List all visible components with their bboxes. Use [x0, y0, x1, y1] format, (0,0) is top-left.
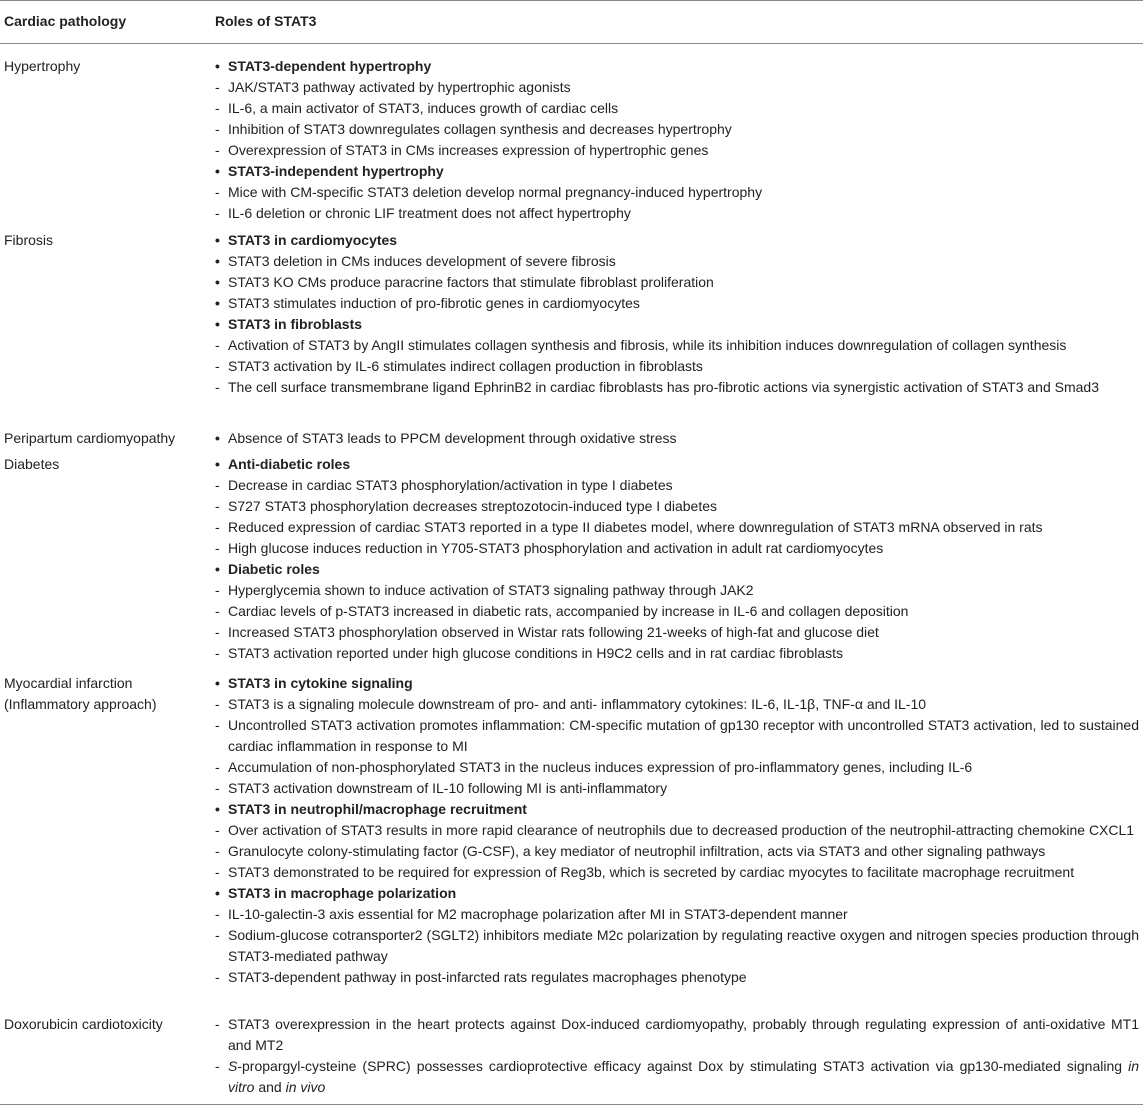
list-item-text: High glucose induces reduction in Y705-STAT3 phosphorylation and activation in adult rat cardiomyocytes: [228, 540, 884, 556]
list-item: [215, 335, 1139, 356]
list-item-text: STAT3 activation by IL-6 stimulates indirect collagen production in fibroblasts: [228, 358, 703, 374]
table-row-pathology: Peripartum cardiomyopathy: [4, 430, 176, 446]
table-row-pathology: Diabetes: [4, 456, 60, 472]
dash-icon: -: [215, 142, 220, 158]
dash-icon: -: [215, 906, 220, 922]
dash-icon: -: [215, 121, 220, 137]
dash-icon: -: [215, 927, 220, 943]
list-item-text: STAT3 in neutrophil/macrophage recruitment: [228, 801, 527, 817]
list-item-text: STAT3 in cytokine signaling: [228, 675, 413, 691]
dash-icon: -: [215, 717, 220, 733]
list-item-text: Activation of STAT3 by AngII stimulates collagen synthesis and fibrosis, while its inhibition induces downregulation of collagen synthesis: [228, 337, 1067, 353]
dash-icon: -: [215, 519, 220, 535]
role-heading: [215, 454, 1139, 475]
table-row-roles: [215, 428, 1139, 449]
list-item-text: STAT3 is a signaling molecule downstream of pro- and anti- inflammatory cytokines: IL-6, IL-1β, TNF-α and IL-10: [228, 696, 927, 712]
list-item-text: STAT3 activation reported under high glucose conditions in H9C2 cells and in rat cardiac fibroblasts: [228, 645, 844, 661]
list-item-text: Increased STAT3 phosphorylation observed in Wistar rats following 21-weeks of high-fat and glucose diet: [228, 624, 879, 640]
header-cardiac-pathology: Cardiac pathology: [4, 13, 127, 29]
dash-icon: -: [215, 184, 220, 200]
list-item-text: Cardiac levels of p-STAT3 increased in diabetic rats, accompanied by increase in IL-6 and collagen deposition: [228, 603, 909, 619]
text-run: -propargyl-cysteine (SPRC) possesses cardioprotective efficacy against Dox by stimulating STAT3 activation via gp130-mediated signaling: [237, 1058, 1129, 1074]
list-item-text: Diabetic roles: [228, 561, 320, 577]
list-item: [215, 694, 1139, 715]
list-item: [215, 904, 1139, 925]
list-item: [215, 119, 1139, 140]
list-item: [215, 77, 1139, 98]
list-item-text: Decrease in cardiac STAT3 phosphorylation/activation in type I diabetes: [228, 477, 673, 493]
list-item: [215, 140, 1139, 161]
list-item: [215, 580, 1139, 601]
list-item-text: JAK/STAT3 pathway activated by hypertrophic agonists: [228, 79, 571, 95]
list-item-text: STAT3-dependent pathway in post-infarcted rats regulates macrophages phenotype: [228, 969, 747, 985]
bullet-icon: •: [215, 801, 220, 817]
role-heading: [215, 161, 1139, 182]
list-item-text: STAT3 activation downstream of IL-10 following MI is anti-inflammatory: [228, 780, 668, 796]
dash-icon: -: [215, 645, 220, 661]
list-item: [215, 778, 1139, 799]
bullet-icon: •: [215, 561, 220, 577]
bullet-icon: •: [215, 253, 220, 269]
list-item: [215, 757, 1139, 778]
role-heading: [215, 230, 1139, 251]
list-item: [215, 601, 1139, 622]
bullet-icon: •: [215, 274, 220, 290]
list-item-text: IL-6, a main activator of STAT3, induces growth of cardiac cells: [228, 100, 619, 116]
dash-icon: -: [215, 1016, 220, 1032]
table-row-roles: [215, 1014, 1139, 1098]
bullet-icon: •: [215, 316, 220, 332]
text-run: in vitro: [228, 1058, 1139, 1095]
bullet-icon: •: [215, 675, 220, 691]
list-item-text: Over activation of STAT3 results in more rapid clearance of neutrophils due to decreased production of the neutrophil-attracting chemokine CXCL1: [228, 822, 1135, 838]
list-item: [215, 293, 1139, 314]
dash-icon: -: [215, 843, 220, 859]
list-item-text: STAT3 in macrophage polarization: [228, 885, 457, 901]
table-row-pathology: Doxorubicin cardiotoxicity: [4, 1016, 163, 1032]
header-roles-of-stat3: Roles of STAT3: [215, 13, 317, 29]
dash-icon: -: [215, 603, 220, 619]
list-item: [215, 820, 1139, 841]
list-item-text: Granulocyte colony-stimulating factor (G-CSF), a key mediator of neutrophil infiltration, acts via STAT3 and other signaling pathways: [228, 843, 1046, 859]
list-item: [215, 925, 1139, 967]
table-row-roles: [215, 56, 1139, 224]
dash-icon: -: [215, 780, 220, 796]
list-item: [215, 356, 1139, 377]
list-item-text: IL-6 deletion or chronic LIF treatment does not affect hypertrophy: [228, 205, 631, 221]
list-item-text: STAT3 in cardiomyocytes: [228, 232, 398, 248]
list-item: [215, 98, 1139, 119]
bullet-icon: •: [215, 232, 220, 248]
list-item: [215, 428, 1139, 449]
bullet-icon: •: [215, 885, 220, 901]
text-run: in vivo: [285, 1079, 326, 1095]
bullet-icon: •: [215, 163, 220, 179]
dash-icon: -: [215, 100, 220, 116]
table-row-roles: [215, 673, 1139, 988]
list-item: [215, 1056, 1139, 1098]
role-heading: [215, 314, 1139, 335]
role-heading: [215, 883, 1139, 904]
list-item-text: STAT3 demonstrated to be required for expression of Reg3b, which is secreted by cardiac myocytes to facilitate macrophage recruitment: [228, 864, 1075, 880]
dash-icon: -: [215, 624, 220, 640]
text-run: and: [254, 1079, 286, 1095]
role-heading: [215, 799, 1139, 820]
list-item-text: Anti-diabetic roles: [228, 456, 351, 472]
list-item-text: Overexpression of STAT3 in CMs increases expression of hypertrophic genes: [228, 142, 709, 158]
dash-icon: -: [215, 822, 220, 838]
list-item-text: The cell surface transmembrane ligand EphrinB2 in cardiac fibroblasts has pro-fibrotic actions via synergistic activation of STAT3 and Smad3: [228, 379, 1100, 395]
list-item: [215, 841, 1139, 862]
dash-icon: -: [215, 696, 220, 712]
list-item-text: [228, 1056, 1139, 1098]
list-item-text: Inhibition of STAT3 downregulates collagen synthesis and decreases hypertrophy: [228, 121, 732, 137]
list-item: [215, 538, 1139, 559]
list-item: [215, 1014, 1139, 1056]
list-item: [215, 862, 1139, 883]
bullet-icon: •: [215, 295, 220, 311]
list-item: [215, 496, 1139, 517]
list-item-text: S727 STAT3 phosphorylation decreases streptozotocin-induced type I diabetes: [228, 498, 717, 514]
list-item-text: STAT3 overexpression in the heart protects against Dox-induced cardiomyopathy, probably through regulating expression of anti-oxidative MT1 and MT2: [228, 1016, 1139, 1053]
dash-icon: -: [215, 477, 220, 493]
dash-icon: -: [215, 969, 220, 985]
list-item: [215, 967, 1139, 988]
dash-icon: -: [215, 1058, 220, 1074]
list-item-text: Reduced expression of cardiac STAT3 reported in a type II diabetes model, where downregulation of STAT3 mRNA observed in rats: [228, 519, 1043, 535]
list-item-text: STAT3 deletion in CMs induces development of severe fibrosis: [228, 253, 616, 269]
list-item: [215, 203, 1139, 224]
list-item-text: Mice with CM-specific STAT3 deletion develop normal pregnancy-induced hypertrophy: [228, 184, 763, 200]
list-item: [215, 182, 1139, 203]
list-item: [215, 715, 1139, 757]
list-item: [215, 622, 1139, 643]
dash-icon: -: [215, 582, 220, 598]
dash-icon: -: [215, 205, 220, 221]
dash-icon: -: [215, 358, 220, 374]
list-item-text: STAT3 in fibroblasts: [228, 316, 363, 332]
list-item-text: STAT3-dependent hypertrophy: [228, 58, 432, 74]
dash-icon: -: [215, 79, 220, 95]
list-item-text: Sodium-glucose cotransporter2 (SGLT2) inhibitors mediate M2c polarization by regulating reactive oxygen and nitrogen species production through STAT3-mediated pathway: [228, 927, 1139, 964]
top-rule: [0, 0, 1143, 1]
list-item-text: Absence of STAT3 leads to PPCM development through oxidative stress: [228, 430, 677, 446]
header-rule: [0, 43, 1143, 44]
bullet-icon: •: [215, 58, 220, 74]
list-item-text: STAT3 stimulates induction of pro-fibrotic genes in cardiomyocytes: [228, 295, 640, 311]
list-item-text: Accumulation of non-phosphorylated STAT3 in the nucleus induces expression of pro-inflammatory genes, including IL-6: [228, 759, 973, 775]
list-item-text: STAT3 KO CMs produce paracrine factors that stimulate fibroblast proliferation: [228, 274, 714, 290]
list-item: [215, 377, 1139, 398]
dash-icon: -: [215, 337, 220, 353]
bullet-icon: •: [215, 430, 220, 446]
table-row-roles: [215, 230, 1139, 398]
role-heading: [215, 673, 1139, 694]
table-row-pathology: Fibrosis: [4, 232, 54, 248]
list-item-text: Hyperglycemia shown to induce activation of STAT3 signaling pathway through JAK2: [228, 582, 754, 598]
dash-icon: -: [215, 759, 220, 775]
dash-icon: -: [215, 379, 220, 395]
role-heading: [215, 56, 1139, 77]
list-item: [215, 251, 1139, 272]
text-run: S: [228, 1058, 238, 1074]
list-item: [215, 517, 1139, 538]
bottom-rule: [0, 1104, 1143, 1105]
list-item: [215, 643, 1139, 664]
list-item: [215, 475, 1139, 496]
dash-icon: -: [215, 864, 220, 880]
role-heading: [215, 559, 1139, 580]
list-item: [215, 272, 1139, 293]
list-item-text: IL-10-galectin-3 axis essential for M2 macrophage polarization after MI in STAT3-dependent manner: [228, 906, 848, 922]
table-row-pathology: Hypertrophy: [4, 58, 81, 74]
list-item-text: Uncontrolled STAT3 activation promotes inflammation: CM-specific mutation of gp130 receptor with uncontrolled STAT3 activation, led to sustained cardiac inflammation in response to MI: [228, 717, 1139, 754]
bullet-icon: •: [215, 456, 220, 472]
list-item-text: STAT3-independent hypertrophy: [228, 163, 444, 179]
dash-icon: -: [215, 540, 220, 556]
dash-icon: -: [215, 498, 220, 514]
table-row-roles: [215, 454, 1139, 664]
table-row-pathology: Myocardial infarction (Inflammatory approach): [4, 675, 157, 712]
